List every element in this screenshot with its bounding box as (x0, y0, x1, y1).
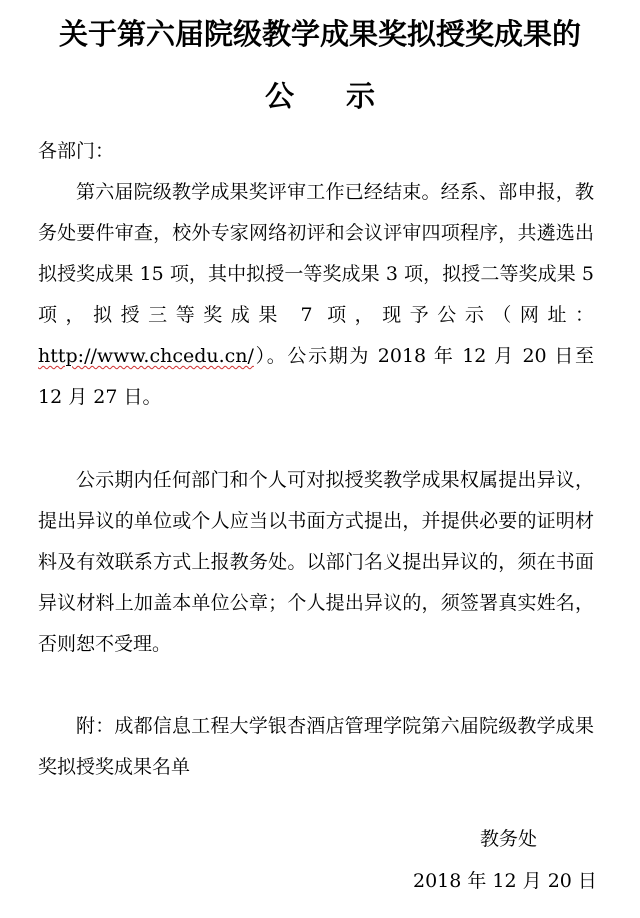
signature-office: 教务处 (480, 828, 538, 850)
signature-date: 2018 年 12 月 20 日 (413, 870, 597, 892)
paragraph-announcement-text-end: ）。公示期为 2018 年 12 月 20 日至 12 月 27 日。 (38, 345, 594, 408)
paragraph-announcement-text-start: 第六届院级教学成果奖评审工作已经结束。经系、部申报，教务处要件审查，校外专家网络初评和会议评审四项程序，共遴选出拟授奖成果 15 项，其中拟授一等奖成果 3 项，拟授二等奖成果 5 项，拟授三等奖成果 7 项，现予公示（网址： (38, 181, 594, 326)
paragraph-objection: 公示期内任何部门和个人可对拟授奖教学成果权属提出异议，提出异议的单位或个人应当以书面方式提出，并提供必要的证明材料及有效联系方式上报教务处。以部门名义提出异议的，须在书面异议材料上加盖本单位公章；个人提出异议的，须签署真实姓名，否则恕不受理。 (38, 469, 594, 655)
website-url: http://www.chcedu.cn/ (38, 345, 254, 367)
salutation: 各部门： (38, 140, 115, 162)
paragraph-announcement (38, 172, 594, 418)
document-title-line-1: 关于第六届院级教学成果奖拟授奖成果的 (58, 17, 581, 51)
paragraph-attachment: 附：成都信息工程大学银杏酒店管理学院第六届院级教学成果奖拟授奖成果名单 (38, 715, 594, 778)
document-title-line-2: 公示 (264, 79, 427, 113)
